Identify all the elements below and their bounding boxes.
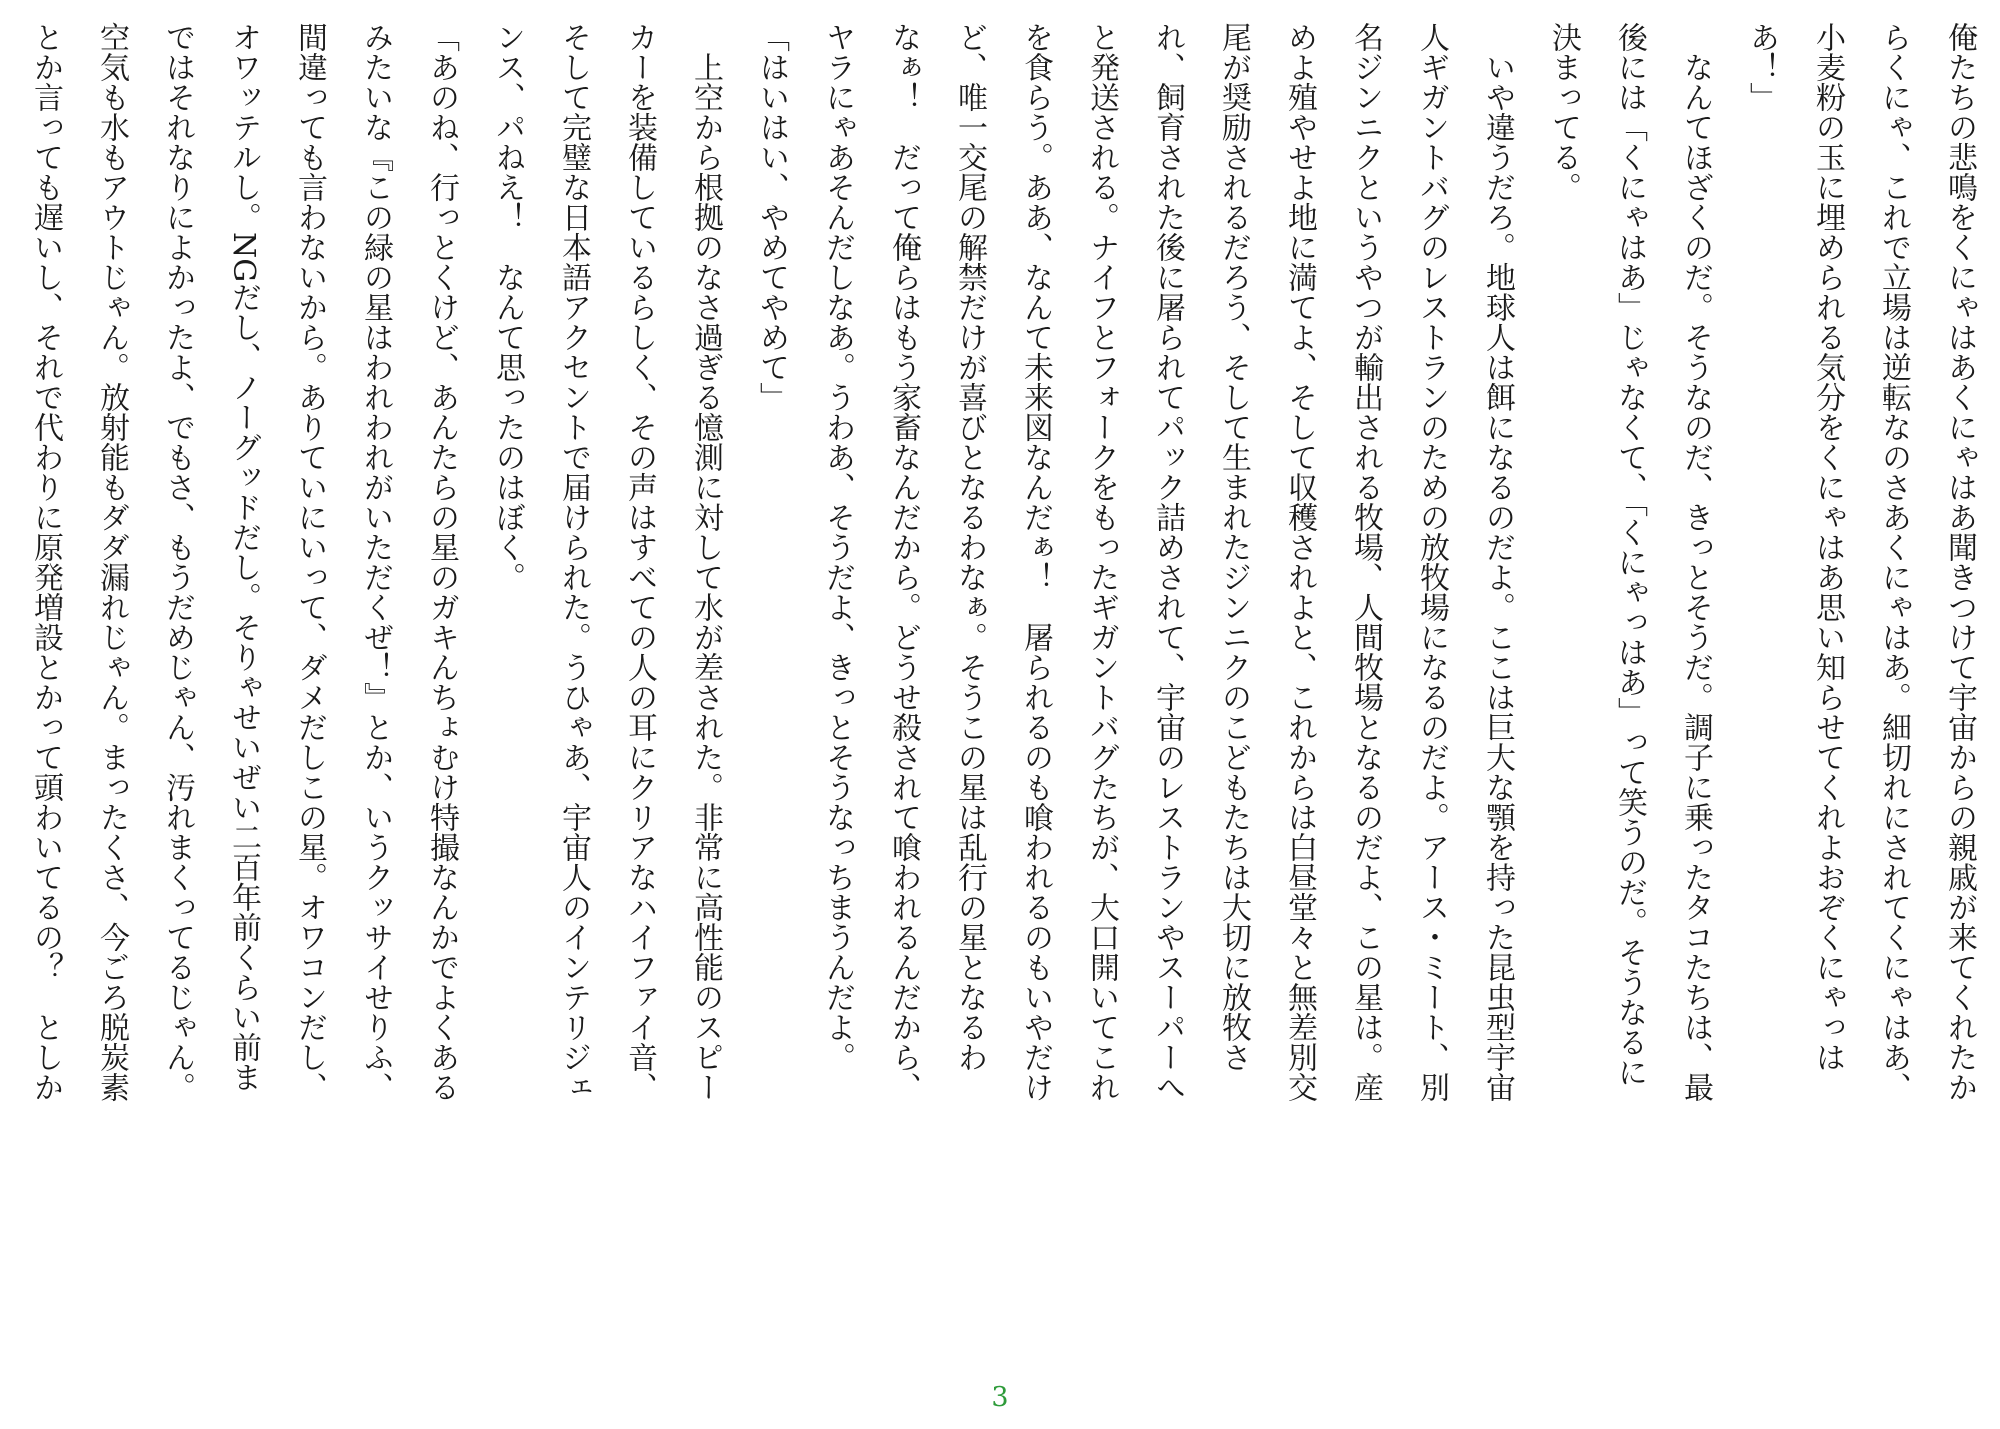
- paragraph: 俺たちの悲鳴をくにゃはあくにゃはあ聞きつけて宇宙からの親戚が来てくれたか らくにゃ、これで立場は逆転なのさあくにゃはあ。細切れにされてくにゃはあ、 小麦粉の玉に埋められる気分をくにゃはあ思い知らせてくれよおぞくにゃっは あ！」: [1744, 22, 1977, 1102]
- paragraph: 「あのね、行っとくけど、あんたらの星のガキんちょむけ特撮なんかでよくある みたいな『この緑の星はわれわれがいただくぜ！』とか、いうクッサイせりふ、 間違っても言わないから。ありていにいって、ダメだしこの星。オワコンだし、 オワッテルし。NGだし、ノーグッドだし。そりゃせいぜい二百年前くらい前ま ではそれなりによかったよ、でもさ、もうだめじゃん、汚れまくってるじゃん。 空気も水もアウトじゃん。放射能もダダ漏れじゃん。まったくさ、今ごろ脱炭素 とか言っても遅いし、それで代わりに原発増設とかって頭わいてるの？ としか: [28, 22, 459, 1102]
- paragraph: 上空から根拠のなさ過ぎる憶測に対して水が差された。非常に高性能のスピー カーを装備しているらしく、その声はすべての人の耳にクリアなハイファイ音、 そして完璧な日本語アクセントで届けられた。うひゃあ、宇宙人のインテリジェ ンス、パねえ！ なんて思ったのはぼく。: [490, 22, 723, 1102]
- paragraph: いや違うだろ。地球人は餌になるのだよ。ここは巨大な顎を持った昆虫型宇宙 人ギガントバグのレストランのための放牧場になるのだよ。アース・ミート、別 名ジンニクというやつが輸出される牧場、人間牧場となるのだよ、この星は。産 めよ殖やせよ地に満てよ、そして収穫されよと、これからは白昼堂々と無差別交 尾が奨励されるだろう、そして生まれたジンニクのこどもたちは大切に放牧さ れ、飼育された後に屠られてパック詰めされて、宇宙のレストランやスーパーへ と発送される。ナイフとフォークをもったギガントバグたちが、大口開いてこれ を食らう。ああ、なんて未来図なんだぁ！ 屠られるのも喰われるのもいやだけ ど、唯一交尾の解禁だけが喜びとなるわなぁ。そうこの星は乱行の星となるわ なぁ！ だって俺らはもう家畜なんだから。どうせ殺されて喰われるんだから、 ヤラにゃあそんだしなあ。うわあ、そうだよ、きっとそうなっちまうんだよ。: [820, 22, 1515, 1102]
- paragraph: 「はいはい、やめてやめて」: [754, 22, 789, 412]
- paragraph: なんてほざくのだ。そうなのだ、きっとそうだ。調子に乗ったタコたちは、最 後には「くにゃはあ」じゃなくて、「くにゃっはあ」って笑うのだ。そうなるに 決まってる。: [1546, 22, 1713, 1102]
- vertical-text-body: [17, 22, 1992, 1367]
- page-number: 3: [991, 1382, 1009, 1413]
